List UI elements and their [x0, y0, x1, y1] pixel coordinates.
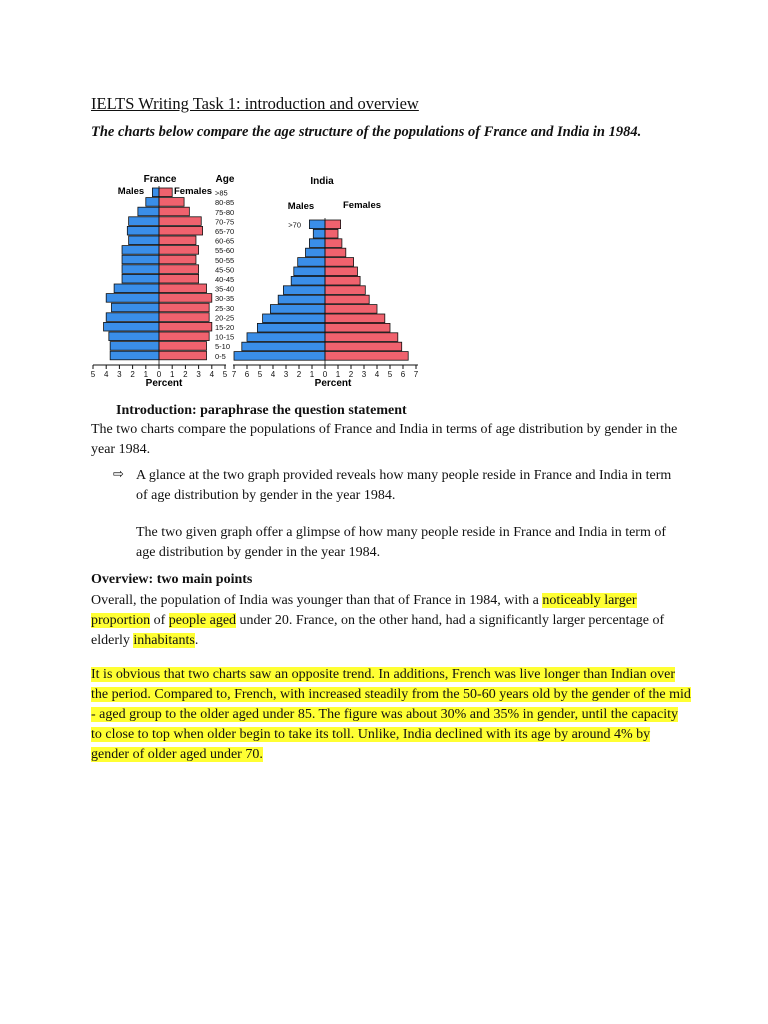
age-group-label: 30-35 [215, 294, 235, 304]
x-tick-label: 7 [413, 370, 419, 379]
male-bar [129, 236, 159, 245]
introduction-paragraph: The two charts compare the populations of France and India in terms of age distribution by gender in the year 1984. [91, 422, 678, 457]
female-bar [159, 198, 184, 207]
female-bar [159, 342, 207, 351]
x-tick-label: 6 [400, 370, 406, 379]
x-tick-label: 4 [270, 370, 276, 379]
female-bar [159, 217, 201, 226]
bullet-paraphrase-1: A glance at the two graph provided reveals how many people reside in France and India in term of age distribution by gender in the year 1984. [136, 468, 672, 503]
x-tick-label: 3 [283, 370, 289, 379]
x-tick-label: 5 [90, 370, 96, 379]
x-tick-label: 5 [257, 370, 263, 379]
age-group-label: 0-5 [215, 351, 226, 361]
age-group-label: 20-25 [215, 313, 235, 323]
india-females-label: Females [342, 200, 382, 211]
x-tick-label: 1 [143, 370, 149, 379]
x-tick-label: 5 [222, 370, 228, 379]
age-group-label: 55-60 [215, 246, 235, 256]
overview-paragraph [91, 591, 691, 651]
france-x-axis-title: Percent [145, 378, 183, 389]
highlighted-paragraph [91, 665, 691, 765]
france-females-label: Females [173, 186, 213, 197]
male-bar [110, 351, 159, 360]
age-group-label: 5-10 [215, 342, 231, 352]
india-males-label: Males [287, 201, 315, 212]
male-bar [122, 265, 159, 274]
male-bar [313, 229, 325, 238]
female-bar [325, 220, 341, 229]
male-bar [122, 274, 159, 283]
age-group-label: 10-15 [215, 332, 235, 342]
male-bar [309, 239, 325, 248]
pyramid-charts-svg [0, 0, 768, 400]
question-statement: The charts below compare the age structure of the populations of France and India in 1984. [91, 124, 642, 140]
female-bar [159, 284, 207, 293]
document-title: IELTS Writing Task 1: introduction and overview [91, 94, 419, 113]
france-title: France [143, 174, 177, 185]
overview-heading: Overview: two main points [91, 572, 253, 587]
bullet-paraphrase-2: The two given graph offer a glimpse of how many people reside in France and India in term of age distribution by gender in the year 1984. [136, 525, 667, 560]
x-tick-label: 6 [244, 370, 250, 379]
female-bar [159, 294, 212, 303]
male-bar [306, 248, 326, 257]
highlighted-paragraph-text: It is obvious that two charts saw an opposite trend. In additions, French was live longer than Indian over the period. Compared to, French, with increased steadily from the 50-60 years old by the gender of the mid - aged group to the older aged under 85. The figure was about 30% and 35% in gender, until the capacity to close to top when older begin to take its toll. Unlike, India declined with its age by around 4% by gender of older aged under 70. [91, 667, 691, 762]
india-x-axis-title: Percent [314, 378, 352, 389]
age-group-label: >85 [215, 188, 228, 198]
x-tick-label: 3 [117, 370, 122, 379]
france-pyramid [91, 186, 234, 379]
age-group-label: 45-50 [215, 265, 235, 275]
male-bar [309, 220, 325, 229]
india-pyramid [232, 218, 419, 379]
age-title: Age [215, 174, 235, 185]
female-bar [159, 226, 203, 235]
male-bar [106, 313, 159, 322]
x-tick-label: 2 [183, 370, 188, 379]
male-bar [234, 352, 325, 361]
female-bar [159, 303, 209, 312]
x-tick-label: 4 [103, 370, 109, 379]
female-bar [159, 246, 199, 255]
x-tick-label: 1 [309, 370, 315, 379]
male-bar [270, 305, 325, 314]
female-bar [325, 314, 385, 323]
x-tick-label: 7 [231, 370, 237, 379]
population-pyramids-figure [0, 0, 768, 400]
female-bar [325, 323, 390, 332]
overview-text-4: . [194, 633, 199, 648]
x-tick-label: 1 [335, 370, 341, 379]
age-group-label: 80-85 [215, 198, 235, 208]
female-bar [325, 286, 365, 295]
x-tick-label: 4 [209, 370, 215, 379]
female-bar [159, 351, 207, 360]
male-bar [298, 258, 325, 267]
age-group-label: 40-45 [215, 275, 235, 284]
male-bar [242, 342, 325, 351]
female-bar [159, 265, 199, 274]
female-bar [325, 342, 402, 351]
male-bar [129, 217, 159, 226]
male-bar [104, 322, 159, 331]
female-bar [159, 313, 209, 322]
age-group-label: 70-75 [215, 217, 235, 227]
age-group-label: 35-40 [215, 284, 235, 294]
overview-text-1: Overall, the population of India was younger than that of France in 1984, with a [91, 593, 543, 608]
male-bar [122, 255, 159, 264]
x-tick-label: 2 [130, 370, 135, 379]
overview-text-2: of [150, 613, 169, 628]
age-group-label: 65-70 [215, 227, 235, 236]
female-bar [159, 188, 172, 197]
male-bar [106, 294, 159, 303]
age-group-label: 75-80 [215, 207, 235, 217]
female-bar [159, 255, 196, 264]
male-bar [109, 332, 159, 341]
age-group-label: 60-65 [215, 236, 235, 246]
female-bar [159, 332, 209, 341]
x-tick-label: 5 [387, 370, 393, 379]
male-bar [122, 246, 159, 255]
introduction-heading: Introduction: paraphrase the question statement [116, 403, 407, 418]
female-bar [325, 295, 369, 304]
x-tick-label: 1 [169, 370, 175, 379]
france-males-label: Males [117, 186, 145, 197]
x-tick-label: 2 [348, 370, 354, 379]
age-group-label: 15-20 [215, 323, 235, 332]
female-bar [325, 352, 408, 361]
female-bar [325, 333, 398, 342]
age-group-label: >70 [288, 220, 301, 230]
female-bar [325, 248, 346, 257]
highlight-inhabitants: inhabitants [133, 633, 195, 648]
female-bar [159, 274, 199, 283]
female-bar [159, 207, 189, 216]
female-bar [325, 267, 358, 276]
x-tick-label: 3 [361, 370, 367, 379]
male-bar [291, 276, 325, 285]
arrow-bullet-icon: ⇨ [113, 467, 124, 482]
male-bar [114, 284, 159, 293]
x-tick-label: 3 [196, 370, 201, 379]
male-bar [283, 286, 325, 295]
age-group-label: 50-55 [215, 255, 235, 265]
female-bar [159, 236, 196, 245]
india-title: India [310, 176, 334, 187]
female-bar [159, 322, 212, 331]
highlight-people-aged: people aged [168, 613, 237, 628]
female-bar [325, 305, 377, 314]
x-tick-label: 0 [156, 370, 162, 379]
male-bar [263, 314, 325, 323]
female-bar [325, 229, 338, 238]
male-bar [278, 295, 325, 304]
highlight-noticeably-larger-proportion: noticeably larger proportion [91, 593, 637, 628]
male-bar [247, 333, 325, 342]
male-bar [138, 207, 159, 216]
female-bar [325, 239, 342, 248]
overview-text-3: under 20. France, on the other hand, had a significantly larger percentage of elderly [91, 613, 665, 648]
male-bar [294, 267, 325, 276]
x-tick-label: 2 [296, 370, 302, 379]
male-bar [110, 342, 159, 351]
x-tick-label: 0 [322, 370, 328, 379]
age-group-label: 25-30 [215, 303, 235, 313]
male-bar [146, 198, 159, 207]
female-bar [325, 276, 360, 285]
male-bar [111, 303, 159, 312]
x-tick-label: 4 [374, 370, 380, 379]
male-bar [127, 226, 159, 235]
male-bar [257, 323, 325, 332]
male-bar [152, 188, 159, 197]
female-bar [325, 258, 354, 267]
